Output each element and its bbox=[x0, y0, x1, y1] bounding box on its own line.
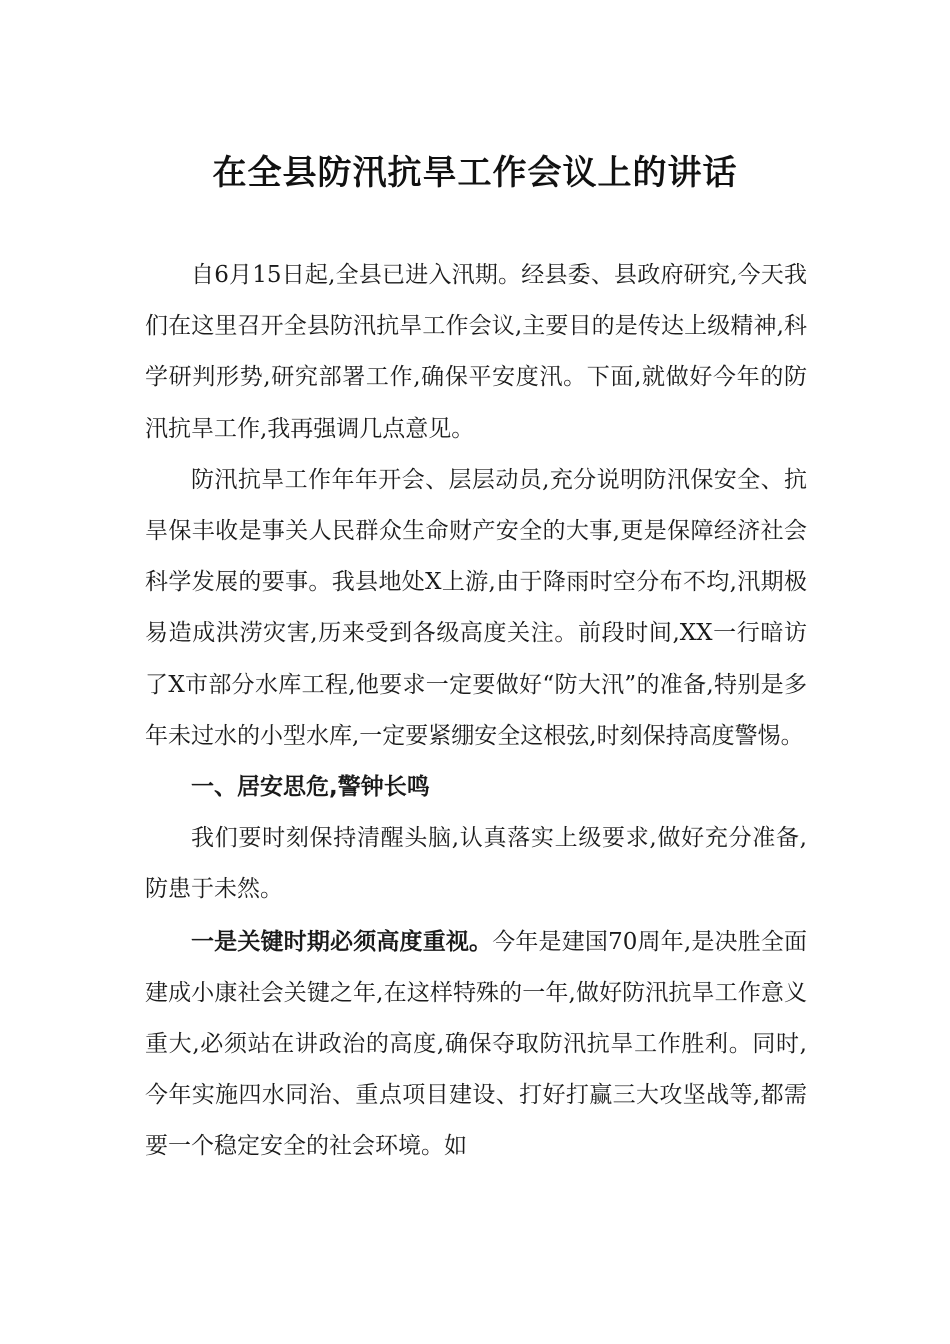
section-heading-1: 一、居安思危,警钟长鸣 bbox=[191, 774, 430, 801]
document-title: 在全县防汛抗旱工作会议上的讲话 bbox=[212, 153, 738, 193]
document-body bbox=[145, 250, 807, 1173]
point-1-lead: 一是关键时期必须高度重视。 bbox=[191, 927, 493, 955]
point-1-text: 今年是建国70周年,是决胜全面建成小康社会关键之年,在这样特殊的一年,做好防汛抗旱工作意义重大,必须站在讲政治的高度,确保夺取防汛抗旱工作胜利。同时,今年实施四水同治、重点项目建设、打好打赢三大攻坚战等,都需要一个稳定安全的社会环境。如 bbox=[145, 928, 808, 1160]
paragraph-background: 防汛抗旱工作年年开会、层层动员,充分说明防汛保安全、抗旱保丰收是事关人民群众生命财产安全的大事,更是保障经济社会科学发展的要事。我县地处X上游,由于降雨时空分布不均,汛期极易造成洪涝灾害,历来受到各级高度关注。前段时间,XX一行暗访了X市部分水库工程,他要求一定要做好“防大汛”的准备,特别是多年未过水的小型水库,一定要紧绷安全这根弦,时刻保持高度警惕。 bbox=[145, 466, 807, 749]
paragraph-intro: 自6月15日起,全县已进入汛期。经县委、县政府研究,今天我们在这里召开全县防汛抗旱工作会议,主要目的是传达上级精神,科学研判形势,研究部署工作,确保平安度汛。下面,就做好今年的防汛抗旱工作,我再强调几点意见。 bbox=[145, 262, 807, 442]
paragraph-point-1 bbox=[145, 916, 807, 1173]
paragraph-section1-intro: 我们要时刻保持清醒头脑,认真落实上级要求,做好充分准备,防患于未然。 bbox=[145, 825, 807, 903]
